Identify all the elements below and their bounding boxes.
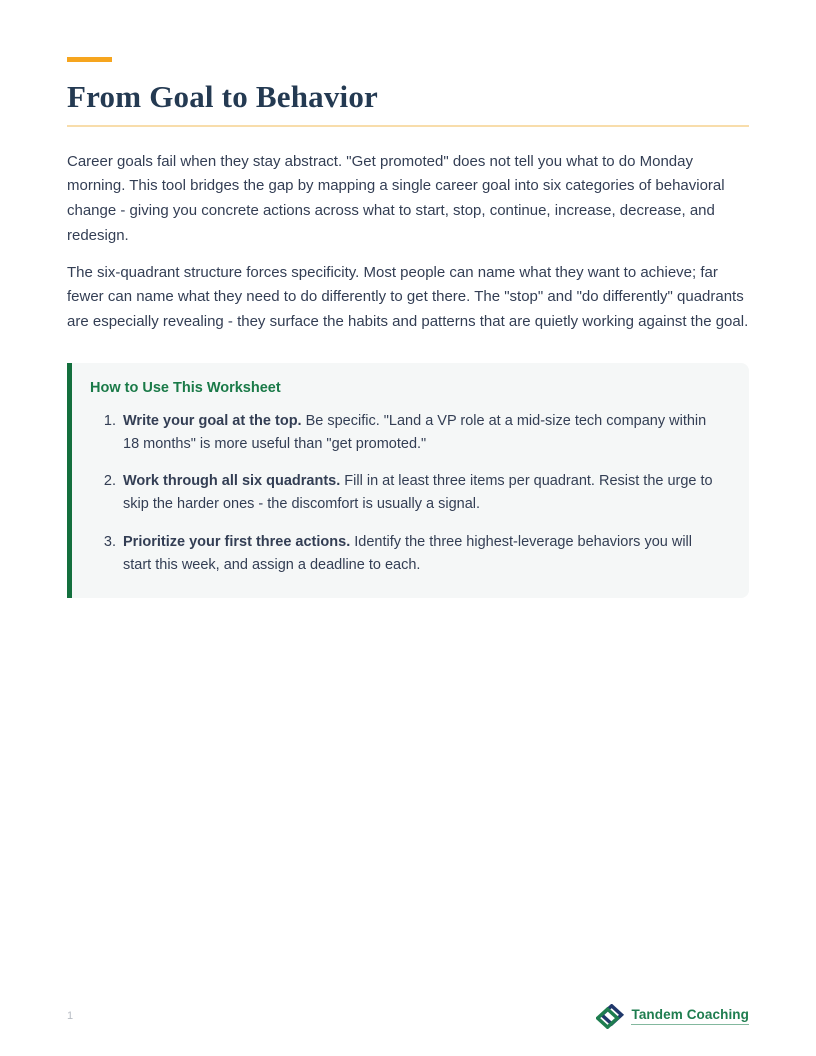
intro-paragraph-2: The six-quadrant structure forces specificity. Most people can name what they want to achieve; far fewer can name what they need to do differently to get there. The "stop" and "do differently" quadrants are especially revealing - they surface the habits and patterns that are quietly working against the goal. (67, 263, 749, 331)
intro-paragraph-1: Career goals fail when they stay abstract. "Get promoted" does not tell you what to do Monday morning. This tool bridges the gap by mapping a single career goal into six categories of behavioral change - giving you concrete actions across what to start, stop, continue, increase, decrease, and redesign. (67, 152, 725, 244)
intro-section (67, 150, 749, 335)
brand-logo (596, 1004, 749, 1029)
step-number: 1. (103, 412, 116, 429)
title-rule (67, 125, 749, 127)
step-detail: Fill in at least three items per quadrant. Resist the urge to skip the harder ones - the discomfort is usually a signal. (123, 473, 713, 513)
callout-step-2 (100, 470, 719, 516)
step-number: 2. (103, 473, 116, 490)
callout-step-list (100, 410, 719, 577)
step-detail: Identify the three highest-leverage behaviors you will start this week, and assign a deadline to each. (123, 533, 692, 573)
brand-name: Tandem Coaching (631, 1007, 749, 1025)
step-lead: Write your goal at the top. (123, 412, 302, 429)
page-title: From Goal to Behavior (67, 79, 379, 114)
page-footer (67, 1000, 749, 1032)
step-detail: Be specific. "Land a VP role at a mid-size tech company within 18 months" is more useful than "get promoted." (123, 412, 707, 453)
step-lead: Work through all six quadrants. (123, 473, 341, 490)
step-text (123, 410, 719, 456)
callout-heading: How to Use This Worksheet (90, 379, 281, 396)
page-number: 1 (67, 1010, 74, 1022)
step-lead: Prioritize your first three actions. (123, 533, 351, 550)
callout-step-1 (100, 410, 719, 456)
step-text (123, 531, 719, 577)
step-text (123, 470, 719, 516)
step-number: 3. (103, 533, 116, 550)
tandem-diamond-icon (596, 1004, 624, 1029)
callout-step-3 (100, 531, 719, 577)
how-to-use-callout (67, 363, 749, 598)
accent-bar (67, 57, 112, 62)
